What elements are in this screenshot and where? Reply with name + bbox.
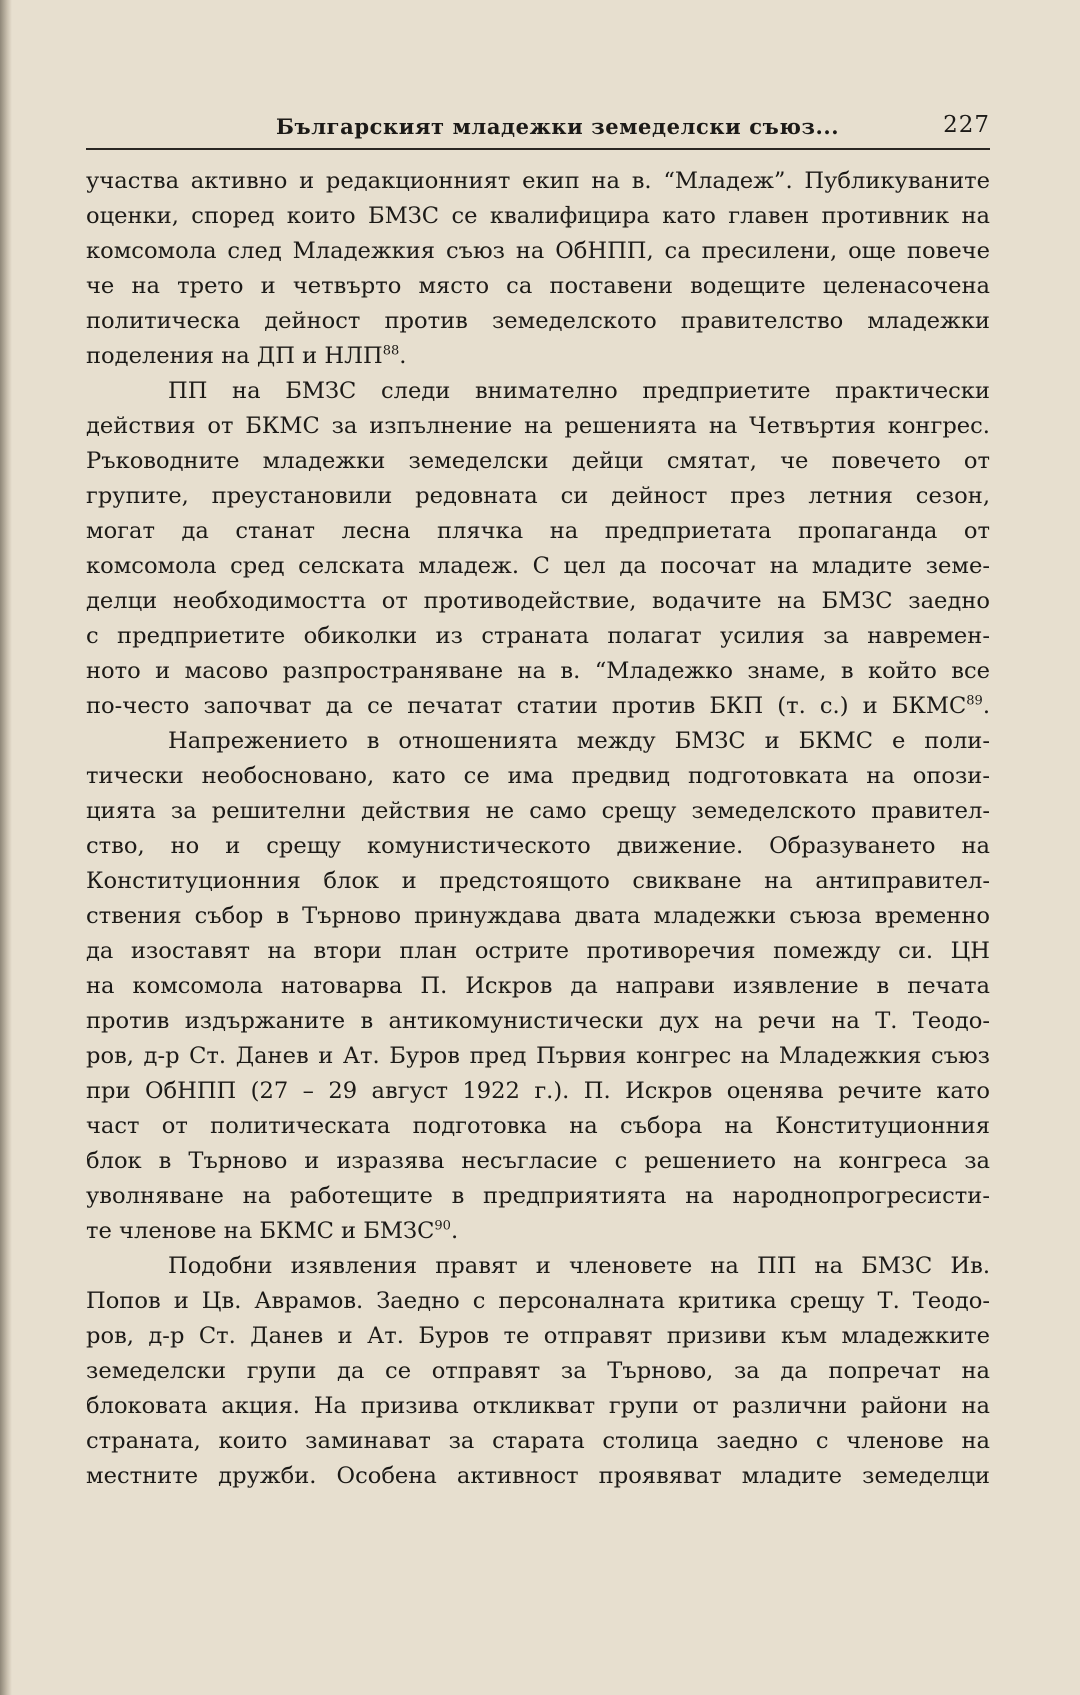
text-line: Попов и Цв. Аврамов. Заедно с персоналната критика срещу Т. Теодо-: [86, 1288, 990, 1314]
text-line: оценки, според които БМЗС се квалифицира като главен противник на: [86, 203, 990, 229]
footnote-ref-88: 88: [382, 343, 400, 359]
text-line: ното и масово разпространяване на в. “Младежко знаме, в който все: [86, 658, 990, 684]
text-line: страната, които заминават за старата столица заедно с членове на: [86, 1428, 990, 1454]
text-line: на комсомола натоварва П. Искров да направи изявление в печата: [86, 973, 990, 999]
running-header: [86, 108, 990, 150]
paragraph-2: [86, 374, 990, 724]
line-end: .: [450, 1218, 459, 1244]
text-line: ров, д-р Ст. Данев и Ат. Буров те отправят призиви към младежките: [86, 1323, 990, 1349]
text-line: цията за решителни действия не само срещу земеделското правител-: [86, 798, 990, 824]
text-line: тически необосновано, като се има предвид подготовката на опози-: [86, 763, 990, 789]
text-line: политическа дейност против земеделското правителство младежки: [86, 308, 990, 334]
text-line: участва активно и редакционният екип на в. “Младеж”. Публикуваните: [86, 168, 990, 194]
body-text: [86, 164, 990, 1494]
line-text: поделения на ДП и НЛП: [86, 343, 383, 369]
text-line-last: [86, 689, 990, 724]
text-line: че на трето и четвърто място са поставени водещите целенасочена: [86, 273, 990, 299]
text-line: комсомола след Младежкия съюз на ОбНПП, са пресилени, още повече: [86, 238, 990, 264]
text-line: Подобни изявления правят и членовете на ПП на БМЗС Ив.: [168, 1253, 990, 1279]
text-line: Ръководните младежки земеделски дейци смятат, че повечето от: [86, 448, 990, 474]
text-line: местните дружби. Особена активност проявяват младите земеделци: [86, 1463, 990, 1489]
page-binding-edge: [0, 0, 12, 1695]
paragraph-3: [86, 724, 990, 1249]
text-line: групите, преустановили редовната си дейност през летния сезон,: [86, 483, 990, 509]
text-line: блоковата акция. На призива откликват групи от различни райони на: [86, 1393, 990, 1419]
text-line: част от политическата подготовка на събора на Конституционния: [86, 1113, 990, 1139]
text-line: ПП на БМЗС следи внимателно предприетите практически: [168, 378, 990, 404]
text-line: да изоставят на втори план острите противоречия помежду си. ЦН: [86, 938, 990, 964]
text-line: блок в Търново и изразява несъгласие с решението на конгреса за: [86, 1148, 990, 1174]
paragraph-1: [86, 164, 990, 374]
line-text: те членове на БКМС и БМЗС: [86, 1218, 435, 1244]
text-line-last: [86, 339, 990, 374]
text-line: Напрежението в отношенията между БМЗС и БКМС е поли-: [168, 728, 990, 754]
text-line: с предприетите обиколки из страната полагат усилия за навремен-: [86, 623, 990, 649]
text-line: земеделски групи да се отправят за Търново, за да попречат на: [86, 1358, 990, 1384]
footnote-ref-90: 90: [434, 1218, 451, 1234]
text-line: при ОбНПП (27 – 29 август 1922 г.). П. Искров оценява речите като: [86, 1078, 990, 1104]
paragraph-4: [86, 1249, 990, 1494]
line-end: .: [399, 343, 407, 369]
text-line-last: [86, 1214, 990, 1249]
text-line: ствения събор в Търново принуждава двата младежки съюза временно: [86, 903, 990, 929]
text-line: могат да станат лесна плячка на предприетата пропаганда от: [86, 518, 990, 544]
text-line: действия от БКМС за изпълнение на решенията на Четвъртия конгрес.: [86, 413, 990, 439]
footnote-ref-89: 89: [966, 693, 983, 709]
text-line: делци необходимостта от противодействие, водачите на БМЗС заедно: [86, 588, 990, 614]
text-line: ство, но и срещу комунистическото движение. Образуването на: [86, 833, 990, 859]
line-text: по-често започват да се печатат статии против БКП (т. с.) и БКМС: [86, 693, 967, 719]
running-title: Българският младежки земеделски съюз...: [276, 114, 840, 139]
text-line: ров, д-р Ст. Данев и Ат. Буров пред Първия конгрес на Младежкия съюз: [86, 1043, 990, 1069]
text-line: Конституционния блок и предстоящото свикване на антиправител-: [86, 868, 990, 894]
text-line: комсомола сред селската младеж. С цел да посочат на младите земе-: [86, 553, 990, 579]
text-line: уволняване на работещите в предприятията на народнопрогресисти-: [86, 1183, 990, 1209]
text-line: против издържаните в антикомунистически дух на речи на Т. Теодо-: [86, 1008, 990, 1034]
page-number: 227: [943, 112, 990, 138]
line-end: .: [982, 693, 990, 719]
